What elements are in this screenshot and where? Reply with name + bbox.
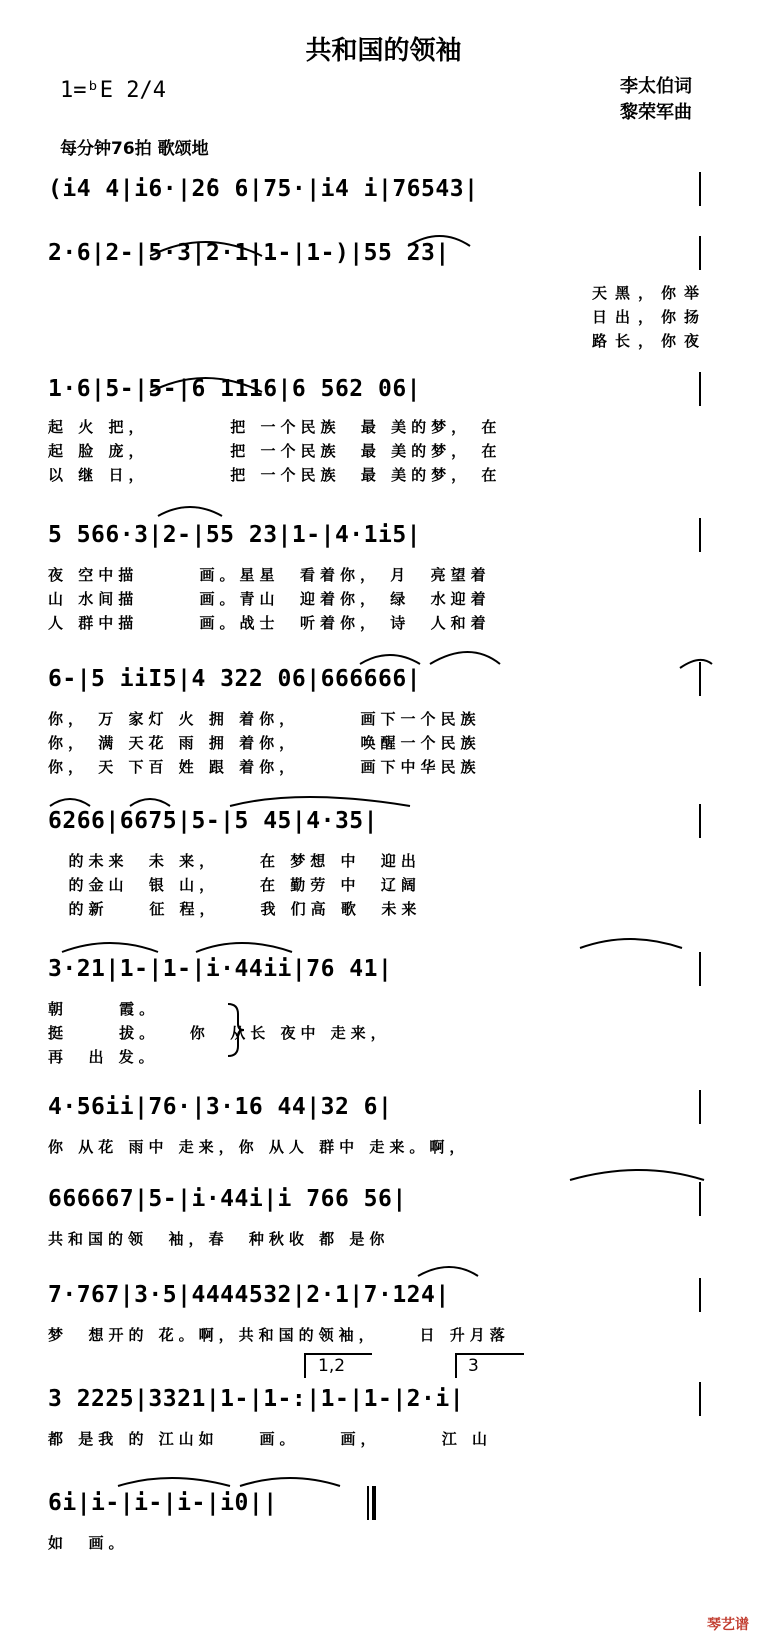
lyric-2-1: 天黑，你举 [591,284,707,302]
lyric-9-1: 共和国的领 袖，春 种秋收 都 是你 [48,1230,390,1248]
lyric-5-1: 你， 万 家灯 火 拥 着你， 画下一个民族 [48,710,481,728]
lyric-4-3: 人 群中描 画。战士 听着你， 诗 人和着 [48,614,491,632]
score-line-12: 6i|i-|i-|i-|i0|| [48,1490,278,1516]
slur [158,507,222,516]
lyric-2-2: 日出，你扬 [591,308,707,326]
score-line-6: 6266|6675|5-|5 45|4·35| [48,808,378,834]
score-line-8: 4·56ii|76·|3·16 44|32 6| [48,1094,393,1120]
lyric-4-1: 夜 空中描 画。星星 看着你， 月 亮望着 [48,566,491,584]
slur [150,242,262,256]
lyric-7-3: 再 出 发。 [48,1048,159,1066]
score-line-10: 7·767|3·5|4444532|2·1|7·124| [48,1282,450,1308]
lyric-3-1: 起 火 把， 把 一个民族 最 美的梦， 在 [48,418,502,436]
score-line-11: 3 2225|3321|1-|1-:|1-|1-|2·i| [48,1386,465,1412]
slur [150,378,262,392]
lyric-5-3: 你， 天 下百 姓 跟 着你， 画下中华民族 [48,758,481,776]
slur [680,660,712,668]
lyric-3-2: 起 脸 庞， 把 一个民族 最 美的梦， 在 [48,442,502,460]
lyric-3-3: 以 继 日， 把 一个民族 最 美的梦， 在 [48,466,502,484]
volta-bracket-1 [305,1354,372,1378]
composer: 黎荣军曲 [620,102,692,123]
key-signature: 1=ᵇE 2/4 [60,78,166,103]
slur [580,939,682,948]
slur [408,236,470,246]
volta-second: 3 [468,1356,479,1376]
slur [418,1267,478,1276]
lyric-6-1: 的未来 未 来， 在 梦想 中 迎出 [48,852,421,870]
lyric-7-1: 朝 霞。 [48,1000,160,1018]
lyric-8-1: 你 从花 雨中 走来，你 从人 群中 走来。啊， [48,1138,470,1156]
slur [130,799,170,806]
slur [570,1170,704,1180]
watermark-logo: 琴艺谱 [707,1617,749,1633]
tempo-marking: 每分钟76拍 歌颂地 [60,139,209,159]
score-line-1: (i4 4|i6·|2̇6 6|75·|i4 i|76543| [48,176,479,202]
lyric-2-3: 路长，你夜 [591,332,707,350]
verse-brace [228,1004,244,1056]
lyricist: 李太伯词 [620,76,692,97]
lyric-7-2: 挺 拔。 你 从长 夜中 走来， [48,1024,391,1042]
slur [196,943,292,952]
lyric-4-2: 山 水间描 画。青山 迎着你， 绿 水迎着 [48,590,491,608]
lyric-6-3: 的新 征 程， 我 们高 歌 未来 [48,900,422,918]
score-line-7: 3·21|1-|1-|i·44ii|76 41| [48,956,393,982]
lyric-10-1: 梦 想开的 花。啊，共和国的领袖， 日 升月落 [48,1326,510,1344]
volta-bracket-2 [456,1354,524,1378]
slur [50,799,90,806]
volta-first: 1,2 [318,1356,346,1376]
score-line-9: 666667|5-|i·44i|i 766 56| [48,1186,407,1212]
lyric-12-1: 如 画。 [48,1534,129,1552]
score-line-5: 6-|5 iiI5|4 322 06|666666| [48,666,422,692]
slur [360,655,420,664]
slur [230,797,410,806]
slur [240,1478,340,1486]
score-line-4: 5 566·3|2-|55 23|1-|4·1i5| [48,522,422,548]
score-line-2: 2·6|2-|5·3|2·1|1-|1-)|55 23| [48,240,450,266]
slur [118,1478,230,1486]
slur [430,652,500,664]
lyric-6-2: 的金山 银 山， 在 勤劳 中 辽阔 [48,876,421,894]
lyric-5-2: 你， 满 天花 雨 拥 着你， 唤醒一个民族 [48,734,481,752]
lyric-11-1: 都 是我 的 江山如 画。 画， 江 山 [48,1430,493,1448]
slur [62,943,158,952]
score-line-3: 1·6|5-|5-|6 1116|6 562 06| [48,376,422,402]
song-title: 共和国的领袖 [305,36,462,66]
